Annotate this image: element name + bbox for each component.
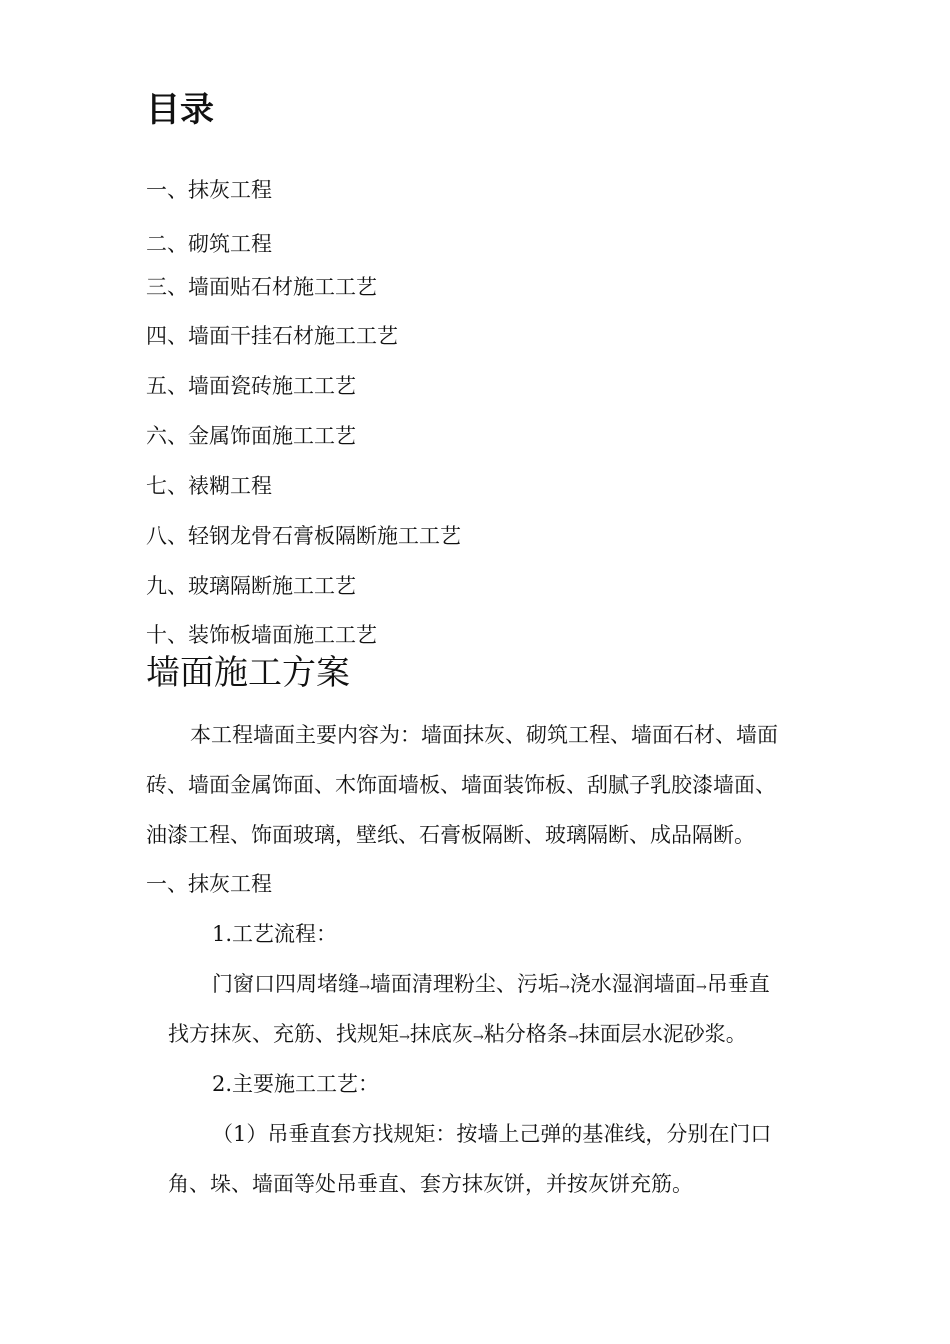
intro-line: 砖、墙面金属饰面、木饰面墙板、墙面装饰板、刮腻子乳胶漆墙面、 [146, 773, 776, 797]
main-process-label: 2.主要施工工艺： [212, 1072, 380, 1096]
section-heading: 一、抹灰工程 [146, 872, 272, 896]
arrow-icon: → [558, 980, 570, 995]
arrow-icon: → [399, 1030, 410, 1045]
process-step: 找方抹灰、充筋、找规矩 [168, 1022, 399, 1046]
toc-item: 七、裱糊工程 [146, 474, 272, 498]
step-line: （1）吊垂直套方找规矩：按墙上己弹的基准线，分别在门口 [212, 1122, 772, 1146]
toc-item: 五、墙面瓷砖施工工艺 [146, 374, 356, 398]
toc-item: 九、玻璃隔断施工工艺 [146, 574, 356, 598]
toc-item: 六、金属饰面施工工艺 [146, 424, 356, 448]
toc-item: 二、砌筑工程 [146, 232, 272, 256]
process-step: 门窗口四周堵缝 [212, 972, 359, 996]
toc-item: 三、墙面贴石材施工工艺 [146, 275, 377, 299]
arrow-icon: → [567, 1030, 579, 1045]
process-step: 粘分格条 [483, 1022, 568, 1046]
toc-item: 四、墙面干挂石材施工工艺 [146, 324, 398, 348]
process-step: 抹面层水泥砂浆。 [578, 1022, 747, 1046]
intro-line: 本工程墙面主要内容为：墙面抹灰、砌筑工程、墙面石材、墙面 [190, 723, 778, 747]
step-line: 角、垛、墙面等处吊垂直、套方抹灰饼，并按灰饼充筋。 [168, 1172, 693, 1196]
page-title: 墙面施工方案 [146, 653, 350, 693]
process-step: 抹底灰 [409, 1022, 473, 1046]
process-step: 墙面清理粉尘、污垢 [369, 972, 559, 996]
process-label: 1.工艺流程： [212, 922, 338, 946]
process-step: 吊垂直 [706, 972, 770, 996]
toc-title: 目录 [146, 90, 214, 130]
intro-line: 油漆工程、饰面玻璃，壁纸、石膏板隔断、玻璃隔断、成品隔断。 [146, 823, 755, 847]
toc-item: 十、装饰板墙面施工工艺 [146, 623, 377, 647]
process-flow-line [212, 970, 770, 1002]
process-step: 浇水湿润墙面 [569, 972, 696, 996]
arrow-icon: → [695, 980, 707, 995]
arrow-icon: → [359, 980, 370, 995]
process-flow-line [168, 1020, 747, 1052]
toc-item: 八、轻钢龙骨石膏板隔断施工工艺 [146, 524, 461, 548]
arrow-icon: → [472, 1030, 484, 1045]
toc-item: 一、抹灰工程 [146, 178, 272, 202]
